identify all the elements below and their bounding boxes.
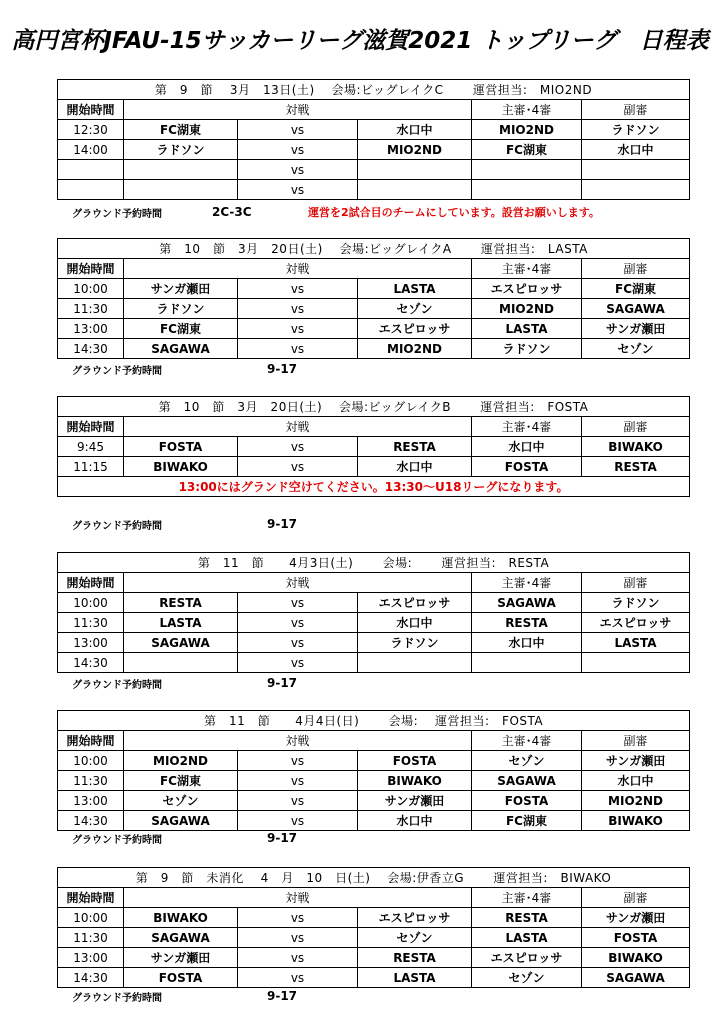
away-team-cell: MIO2ND	[358, 339, 472, 359]
away-team-cell: 水口中	[358, 613, 472, 633]
assistant-cell: ラドソン	[582, 593, 690, 613]
home-team-cell	[124, 160, 238, 180]
assistant-cell: ラドソン	[582, 120, 690, 140]
table-row	[58, 948, 690, 968]
assistant-cell	[582, 180, 690, 200]
referee-label: 主審･4審	[472, 259, 582, 279]
schedule-table	[57, 396, 690, 497]
away-team-cell	[358, 160, 472, 180]
section-header: 第 9 節 未消化 4 月 10 日(土) 会場:伊香立G 運営担当: BIWAKO	[58, 868, 690, 888]
assistant-label: 副審	[582, 573, 690, 593]
time-cell: 14:30	[58, 653, 124, 673]
ground-time: 2C-3C	[212, 205, 252, 219]
referee-cell: LASTA	[472, 319, 582, 339]
away-team-cell: 水口中	[358, 457, 472, 477]
time-cell: 13:00	[58, 633, 124, 653]
match-label: 対戦	[124, 259, 472, 279]
ground-time: 9-17	[267, 362, 298, 376]
referee-cell: MIO2ND	[472, 120, 582, 140]
vs-cell: vs	[238, 653, 358, 673]
table-row	[58, 120, 690, 140]
time-cell: 13:00	[58, 319, 124, 339]
home-team-cell: BIWAKO	[124, 457, 238, 477]
referee-cell: MIO2ND	[472, 299, 582, 319]
referee-cell: 水口中	[472, 633, 582, 653]
vs-cell: vs	[238, 319, 358, 339]
referee-cell	[472, 160, 582, 180]
assistant-cell: FOSTA	[582, 928, 690, 948]
away-team-cell: エスピロッサ	[358, 593, 472, 613]
table-row	[58, 457, 690, 477]
ground-booking	[72, 831, 298, 846]
time-cell: 11:30	[58, 299, 124, 319]
home-team-cell: SAGAWA	[124, 811, 238, 831]
section-header: 第 9 節 3月 13日(土) 会場:ビッグレイクC 運営担当: MIO2ND	[58, 80, 690, 100]
schedule-table	[57, 867, 690, 988]
referee-cell: RESTA	[472, 908, 582, 928]
assistant-label: 副審	[582, 100, 690, 120]
home-team-cell: BIWAKO	[124, 908, 238, 928]
time-cell: 11:30	[58, 613, 124, 633]
away-team-cell: セゾン	[358, 928, 472, 948]
home-team-cell: RESTA	[124, 593, 238, 613]
ground-label: グラウンド予約時間	[72, 366, 162, 377]
away-team-cell: RESTA	[358, 948, 472, 968]
ground-time: 9-17	[267, 831, 298, 845]
time-cell: 10:00	[58, 908, 124, 928]
assistant-cell: サンガ瀬田	[582, 908, 690, 928]
home-team-cell: サンガ瀬田	[124, 279, 238, 299]
schedule-table	[57, 79, 690, 200]
referee-cell: 水口中	[472, 437, 582, 457]
vs-cell: vs	[238, 751, 358, 771]
away-team-cell: LASTA	[358, 279, 472, 299]
home-team-cell: ラドソン	[124, 299, 238, 319]
schedule-section-6	[57, 867, 689, 988]
home-team-cell: MIO2ND	[124, 751, 238, 771]
away-team-cell: セゾン	[358, 299, 472, 319]
assistant-label: 副審	[582, 259, 690, 279]
referee-label: 主審･4審	[472, 573, 582, 593]
schedule-section-1	[57, 79, 689, 200]
time-cell: 11:15	[58, 457, 124, 477]
assistant-cell: SAGAWA	[582, 968, 690, 988]
ground-booking	[72, 676, 298, 691]
vs-cell: vs	[238, 120, 358, 140]
ground-time: 9-17	[267, 517, 298, 531]
vs-cell: vs	[238, 928, 358, 948]
home-team-cell: サンガ瀬田	[124, 948, 238, 968]
time-cell: 10:00	[58, 751, 124, 771]
ground-label: グラウンド予約時間	[72, 521, 162, 532]
match-label: 対戦	[124, 417, 472, 437]
vs-cell: vs	[238, 771, 358, 791]
table-row	[58, 437, 690, 457]
schedule-section-4	[57, 552, 689, 673]
time-cell: 13:00	[58, 948, 124, 968]
vs-cell: vs	[238, 613, 358, 633]
ground-booking	[72, 517, 298, 532]
away-team-cell	[358, 180, 472, 200]
vs-cell: vs	[238, 457, 358, 477]
schedule-section-2	[57, 238, 689, 359]
vs-cell: vs	[238, 339, 358, 359]
table-row	[58, 180, 690, 200]
away-team-cell: FOSTA	[358, 751, 472, 771]
schedule-section-3	[57, 396, 689, 497]
home-team-cell: SAGAWA	[124, 633, 238, 653]
section-header: 第 10 節 3月 20日(土) 会場:ビッグレイクB 運営担当: FOSTA	[58, 397, 690, 417]
start-time-label: 開始時間	[58, 100, 124, 120]
referee-cell	[472, 653, 582, 673]
time-cell: 10:00	[58, 279, 124, 299]
away-team-cell: エスピロッサ	[358, 319, 472, 339]
assistant-label: 副審	[582, 417, 690, 437]
vs-cell: vs	[238, 140, 358, 160]
time-cell: 14:30	[58, 811, 124, 831]
home-team-cell: FC湖東	[124, 319, 238, 339]
home-team-cell: FOSTA	[124, 437, 238, 457]
referee-label: 主審･4審	[472, 731, 582, 751]
vs-cell: vs	[238, 908, 358, 928]
ground-time: 9-17	[267, 989, 298, 1003]
vs-cell: vs	[238, 279, 358, 299]
referee-cell: FC湖東	[472, 811, 582, 831]
match-label: 対戦	[124, 573, 472, 593]
referee-label: 主審･4審	[472, 888, 582, 908]
section-note: 13:00にはグランド空けてください。13:30～U18リーグになります。	[58, 477, 690, 497]
referee-cell	[472, 180, 582, 200]
away-team-cell: BIWAKO	[358, 771, 472, 791]
vs-cell: vs	[238, 593, 358, 613]
table-row	[58, 593, 690, 613]
assistant-cell: セゾン	[582, 339, 690, 359]
referee-cell: FC湖東	[472, 140, 582, 160]
referee-cell: LASTA	[472, 928, 582, 948]
assistant-cell: サンガ瀬田	[582, 751, 690, 771]
ground-booking	[72, 205, 252, 220]
away-team-cell: MIO2ND	[358, 140, 472, 160]
vs-cell: vs	[238, 948, 358, 968]
assistant-cell	[582, 653, 690, 673]
home-team-cell: SAGAWA	[124, 928, 238, 948]
start-time-label: 開始時間	[58, 731, 124, 751]
match-label: 対戦	[124, 100, 472, 120]
table-row	[58, 811, 690, 831]
time-cell: 14:30	[58, 968, 124, 988]
table-row	[58, 653, 690, 673]
referee-cell: FOSTA	[472, 791, 582, 811]
table-row	[58, 751, 690, 771]
time-cell: 11:30	[58, 928, 124, 948]
match-label: 対戦	[124, 731, 472, 751]
time-cell	[58, 180, 124, 200]
assistant-cell: RESTA	[582, 457, 690, 477]
home-team-cell: セゾン	[124, 791, 238, 811]
schedule-section-5	[57, 710, 689, 831]
vs-cell: vs	[238, 160, 358, 180]
away-team-cell: 水口中	[358, 811, 472, 831]
vs-cell: vs	[238, 180, 358, 200]
vs-cell: vs	[238, 437, 358, 457]
table-row	[58, 299, 690, 319]
home-team-cell: ラドソン	[124, 140, 238, 160]
table-row	[58, 140, 690, 160]
table-row	[58, 279, 690, 299]
time-cell	[58, 160, 124, 180]
assistant-cell: MIO2ND	[582, 791, 690, 811]
assistant-cell: LASTA	[582, 633, 690, 653]
away-team-cell: ラドソン	[358, 633, 472, 653]
time-cell: 11:30	[58, 771, 124, 791]
section-header: 第 11 節 4月4日(日) 会場: 運営担当: FOSTA	[58, 711, 690, 731]
vs-cell: vs	[238, 968, 358, 988]
referee-cell: RESTA	[472, 613, 582, 633]
table-row	[58, 633, 690, 653]
away-team-cell	[358, 653, 472, 673]
assistant-cell: 水口中	[582, 140, 690, 160]
assistant-cell: BIWAKO	[582, 811, 690, 831]
referee-cell: FOSTA	[472, 457, 582, 477]
vs-cell: vs	[238, 299, 358, 319]
assistant-cell	[582, 160, 690, 180]
home-team-cell: LASTA	[124, 613, 238, 633]
assistant-label: 副審	[582, 731, 690, 751]
home-team-cell: FC湖東	[124, 120, 238, 140]
time-cell: 14:30	[58, 339, 124, 359]
assistant-cell: サンガ瀬田	[582, 319, 690, 339]
referee-cell: ラドソン	[472, 339, 582, 359]
time-cell: 14:00	[58, 140, 124, 160]
away-team-cell: サンガ瀬田	[358, 791, 472, 811]
ground-label: グラウンド予約時間	[72, 680, 162, 691]
time-cell: 10:00	[58, 593, 124, 613]
vs-cell: vs	[238, 791, 358, 811]
ground-label: グラウンド予約時間	[72, 209, 162, 220]
referee-label: 主審･4審	[472, 100, 582, 120]
table-row	[58, 968, 690, 988]
referee-cell: エスピロッサ	[472, 279, 582, 299]
section-header: 第 11 節 4月3日(土) 会場: 運営担当: RESTA	[58, 553, 690, 573]
page-title: 高円宮杯JFAU-15サッカーリーグ滋賀2021 トップリーグ 日程表	[11, 28, 709, 54]
vs-cell: vs	[238, 811, 358, 831]
table-row	[58, 160, 690, 180]
table-row	[58, 613, 690, 633]
away-team-cell: LASTA	[358, 968, 472, 988]
match-label: 対戦	[124, 888, 472, 908]
assistant-cell: エスピロッサ	[582, 613, 690, 633]
referee-cell: セゾン	[472, 751, 582, 771]
referee-label: 主審･4審	[472, 417, 582, 437]
ground-label: グラウンド予約時間	[72, 835, 162, 846]
table-row	[58, 319, 690, 339]
start-time-label: 開始時間	[58, 888, 124, 908]
schedule-table	[57, 710, 690, 831]
table-row	[58, 928, 690, 948]
time-cell: 9:45	[58, 437, 124, 457]
home-team-cell: SAGAWA	[124, 339, 238, 359]
ground-time: 9-17	[267, 676, 298, 690]
ground-booking	[72, 362, 298, 377]
time-cell: 12:30	[58, 120, 124, 140]
home-team-cell	[124, 653, 238, 673]
home-team-cell: FOSTA	[124, 968, 238, 988]
assistant-cell: BIWAKO	[582, 437, 690, 457]
table-row	[58, 908, 690, 928]
referee-cell: SAGAWA	[472, 593, 582, 613]
start-time-label: 開始時間	[58, 573, 124, 593]
time-cell: 13:00	[58, 791, 124, 811]
vs-cell: vs	[238, 633, 358, 653]
section-note: 運営を2試合目のチームにしています。設営お願いします。	[308, 206, 600, 219]
referee-cell: セゾン	[472, 968, 582, 988]
referee-cell: SAGAWA	[472, 771, 582, 791]
assistant-cell: FC湖東	[582, 279, 690, 299]
section-header: 第 10 節 3月 20日(土) 会場:ビッグレイクA 運営担当: LASTA	[58, 239, 690, 259]
start-time-label: 開始時間	[58, 417, 124, 437]
home-team-cell: FC湖東	[124, 771, 238, 791]
ground-booking	[72, 989, 298, 1004]
ground-label: グラウンド予約時間	[72, 993, 162, 1004]
away-team-cell: RESTA	[358, 437, 472, 457]
schedule-table	[57, 552, 690, 673]
referee-cell: エスピロッサ	[472, 948, 582, 968]
assistant-cell: BIWAKO	[582, 948, 690, 968]
away-team-cell: エスピロッサ	[358, 908, 472, 928]
away-team-cell: 水口中	[358, 120, 472, 140]
start-time-label: 開始時間	[58, 259, 124, 279]
table-row	[58, 771, 690, 791]
table-row	[58, 791, 690, 811]
assistant-cell: 水口中	[582, 771, 690, 791]
home-team-cell	[124, 180, 238, 200]
assistant-cell: SAGAWA	[582, 299, 690, 319]
assistant-label: 副審	[582, 888, 690, 908]
schedule-table	[57, 238, 690, 359]
table-row	[58, 339, 690, 359]
